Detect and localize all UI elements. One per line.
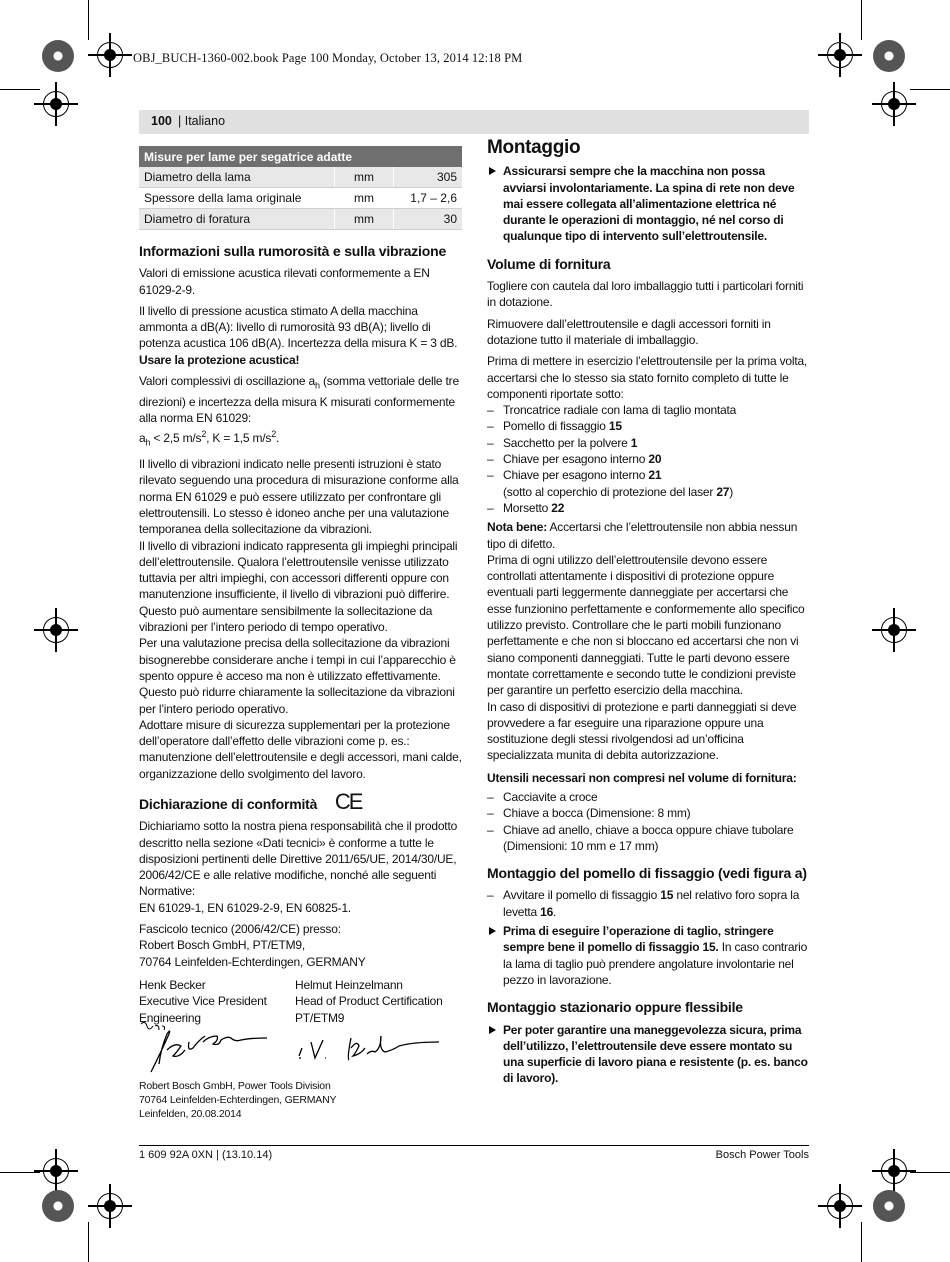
- list-item: [487, 887, 810, 920]
- company-line: Leinfelden, 20.08.2014: [139, 1108, 242, 1120]
- technical-file: Fascicolo tecnico (2006/42/CE) presso:: [139, 922, 341, 937]
- list-item: [487, 402, 810, 418]
- star-target-icon: [42, 1190, 74, 1222]
- address-line: Robert Bosch GmbH, PT/ETM9,: [139, 938, 305, 953]
- noise-heading: Informazioni sulla rumorosità e sulla vibrazione: [139, 243, 447, 259]
- conformity-paragraph: Dichiariamo sotto la nostra piena responsabilità che il prodotto descritto nella sezione «Dati tecnici» è conforme a tutte le disposizioni pertinenti delle Direttive 2011/65/UE, 2014/30/UE, 2006/42/CE e alle relative modifiche, nonché alle seguenti Normative:: [139, 819, 458, 899]
- row-label: Diametro di foratura: [139, 209, 335, 230]
- check-paragraph: Prima di ogni utilizzo dell’elettroutensile devono essere controllati attentamente i dispositivi di protezione oppure eventuali parti leggermente danneggiate per accertarsi che esse funzionino perfettamente e conformemente allo specifico utilizzo previsto. Controllare che le parti mobili funzionano perfettamente e che non si bloccano ed accertarsi che non vi siano componenti danneggiati. Tutte le parti devono essere montate correttamente e secondo tutte le condizioni previste per garantire un perfetto esercizio della macchina.: [487, 552, 805, 698]
- text-span: Valori complessivi di oscillazione a: [139, 374, 315, 389]
- registration-mark-icon: [97, 1193, 123, 1219]
- row-label: Spessore della lama originale: [139, 188, 335, 209]
- signature-image: [139, 1018, 449, 1078]
- conformity-heading: [139, 788, 462, 814]
- tools-list: [487, 789, 810, 854]
- registration-mark-icon: [43, 1158, 69, 1184]
- footer-right: Bosch Power Tools: [715, 1149, 809, 1161]
- conformity-title: Dichiarazione di conformità: [139, 795, 318, 812]
- volume-heading: Volume di fornitura: [487, 255, 611, 272]
- vibration-paragraph: Per una valutazione precisa della sollecitazione da vibrazioni bisognerebbe considerare anche i tempi in cui l’apparecchio è spento oppure è acceso ma non è utilizzato effettivamente. Questo può ridurre chiaramente la sollecitazione da vibrazioni per l’intero periodo operativo.: [139, 636, 456, 716]
- page-header-bar: [139, 110, 809, 134]
- knob-heading: Montaggio del pomello di fissaggio (vedi figura a): [487, 865, 807, 882]
- safety-warning: Assicurarsi sempre che la macchina non possa avviarsi involontariamente. La spina di rete non deve mai essere collegata all’alimentazione elettrica né durante le operazioni di montaggio, né nel corso di qualunque tipo di intervento sull’elettroutensile.: [487, 163, 810, 244]
- item-note: (sotto al coperchio di protezione del laser: [503, 484, 717, 499]
- list-item: – Cacciavite a croce: [487, 789, 810, 805]
- text-span: nel relativo foro sopra la levetta: [503, 888, 800, 919]
- nota-paragraph: [487, 519, 810, 552]
- row-unit: mm: [335, 209, 394, 230]
- item-text: Chiave per esagono interno: [503, 452, 649, 467]
- vibration-paragraph: Il livello di vibrazioni indicato nelle presenti istruzioni è stato rilevato seguendo una procedura di misurazione conforme alla norma EN 61029 e può essere utilizzato per confrontare gli elettroutensili. Lo stesso è idoneo anche per una valutazione temporanea della sollecitazione da vibrazioni.: [139, 457, 459, 537]
- vibration-paragraph: Il livello di vibrazioni indicato rappresenta gli impieghi principali dell’elettroutensile. Qualora l’elettroutensile venisse utilizzato tuttavia per altri impieghi, con accessori differenti oppure con manutenzione insufficiente, il livello di vibrazioni può differire. Questo può aumentare sensibilmente la sollecitazione da vibrazioni per l’intero periodo di tempo operativo.: [139, 538, 458, 635]
- star-target-icon: [873, 1190, 905, 1222]
- crop-mark: [861, 1222, 862, 1262]
- right-column: [487, 137, 810, 1092]
- superscript: 2: [271, 429, 277, 440]
- list-item: – Chiave ad anello, chiave a bocca oppure chiave tubolare (Dimensioni: 10 mm e 17 mm): [487, 822, 810, 855]
- list-item: – Chiave a bocca (Dimensione: 8 mm): [487, 805, 810, 821]
- ce-mark-icon: CE: [334, 788, 362, 814]
- item-text: Morsetto: [503, 500, 552, 515]
- registration-mark-icon: [97, 42, 123, 68]
- volume-paragraph: Rimuovere dall’elettroutensile e dagli accessori forniti in dotazione tutto il materiale di imballaggio.: [487, 316, 771, 347]
- registration-mark-icon: [881, 617, 907, 643]
- registration-mark-icon: [827, 1193, 853, 1219]
- registration-mark-icon: [827, 42, 853, 68]
- company-line: Robert Bosch GmbH, Power Tools Division: [139, 1080, 331, 1092]
- registration-mark-icon: [881, 91, 907, 117]
- station-warning: Per poter garantire una maneggevolezza sicura, prima dell’utilizzo, l’elettroutensile deve essere montato su una superficie di lavoro piana e resistente (p. es. banco di lavoro).: [487, 1022, 810, 1087]
- item-note: ): [729, 484, 734, 499]
- item-number: 16: [540, 904, 554, 919]
- item-number: 1: [630, 435, 638, 450]
- page-number: 100: [151, 114, 172, 128]
- address-line: 70764 Leinfelden-Echterdingen, GERMANY: [139, 954, 366, 969]
- book-header: OBJ_BUCH-1360-002.book Page 100 Monday, October 13, 2014 12:18 PM: [133, 51, 523, 65]
- item-number: 21: [648, 468, 662, 483]
- star-target-icon: [42, 40, 74, 72]
- conformity-norms: EN 61029-1, EN 61029-2-9, EN 60825-1.: [139, 900, 352, 915]
- item-number: 15: [660, 888, 674, 903]
- left-column: [139, 243, 462, 1027]
- station-heading: Montaggio stazionario oppure flessibile: [487, 999, 743, 1016]
- crop-mark: [88, 1222, 89, 1262]
- crop-mark: [910, 89, 950, 90]
- item-text: Troncatrice radiale con lama di taglio montata: [503, 403, 737, 418]
- row-label: Diametro della lama: [139, 167, 335, 188]
- text-span: < 2,5 m/s: [150, 431, 202, 446]
- blade-dimensions-table: [139, 146, 462, 230]
- registration-mark-icon: [43, 617, 69, 643]
- text-span: .: [553, 904, 557, 919]
- language-label: Italiano: [184, 114, 226, 128]
- tools-heading: Utensili necessari non compresi nel volume di fornitura:: [487, 770, 797, 785]
- page-language: | Italiano: [178, 114, 226, 128]
- noise-warning: Usare la protezione acustica!: [139, 352, 300, 367]
- knob-list: [487, 887, 810, 920]
- table-row: [139, 167, 462, 188]
- signer-name: Helmut Heinzelmann: [295, 977, 403, 992]
- text-span: (somma vettoriale delle tre direzioni) e incertezza della misura K misurati conformemente alla norma EN 61029:: [139, 374, 459, 426]
- list-item: [487, 451, 810, 467]
- footer-left: 1 609 92A 0XN | (13.10.14): [139, 1149, 273, 1161]
- company-block: [139, 1079, 336, 1121]
- star-target-icon: [873, 40, 905, 72]
- row-value: 1,7 – 2,6: [394, 188, 463, 209]
- item-text: Sacchetto per la polvere: [503, 435, 631, 450]
- nota-label: Nota bene:: [487, 520, 548, 535]
- row-unit: mm: [335, 167, 394, 188]
- delivery-list: [487, 402, 810, 516]
- item-text: Pomello di fissaggio: [503, 419, 609, 434]
- text-span: Avvitare il pomello di fissaggio: [503, 888, 661, 903]
- vibration-values: $a_h < 2,5$ $m/s^2$, K = 1,5 $m/s^2$.: [139, 429, 280, 448]
- superscript: 2: [201, 429, 207, 440]
- registration-mark-icon: [881, 1158, 907, 1184]
- list-item: [487, 435, 810, 451]
- item-text: Chiave per esagono interno: [503, 468, 649, 483]
- noise-paragraph: Valori di emissione acustica rilevati conformemente a EN 61029-2-9.: [139, 266, 430, 297]
- table-row: [139, 188, 462, 209]
- crop-mark: [0, 1172, 40, 1173]
- warning-text: In caso contrario la lama di taglio può prendere angolature involontarie nel pezzo in lavorazione.: [503, 940, 808, 987]
- subscript: h: [145, 437, 151, 448]
- list-item: [487, 418, 810, 434]
- signer-dept: Engineering: [139, 1010, 201, 1025]
- registration-mark-icon: [43, 91, 69, 117]
- item-number: 27: [716, 484, 730, 499]
- item-number: 15: [608, 419, 622, 434]
- row-unit: mm: [335, 188, 394, 209]
- crop-mark: [861, 0, 862, 40]
- subscript: h: [315, 380, 320, 391]
- text-span: , K = 1,5 m/s: [206, 431, 272, 446]
- company-line: 70764 Leinfelden-Echterdingen, GERMANY: [139, 1094, 337, 1106]
- item-number: 22: [551, 500, 565, 515]
- nota-text: Accertarsi che l’elettroutensile non abbia nessun tipo di difetto.: [487, 520, 798, 551]
- noise-paragraph: Il livello di pressione acustica stimato A della macchina ammonta a dB(A): livello di rumorosità 93 dB(A); livello di potenza acustica 106 dB(A). Incertezza della misura K = 3 dB.: [139, 303, 458, 351]
- text-span: a: [139, 431, 146, 446]
- vibration-paragraph: Adottare misure di sicurezza supplementari per la protezione dell’operatore dall’effetto delle vibrazioni come p. es.: manutenzione dell’elettroutensile e degli accessori, mani calde, organizzazione dello svolgimento del lavoro.: [139, 717, 462, 781]
- list-item: [487, 467, 810, 500]
- volume-paragraph: Togliere con cautela dal loro imballaggio tutti i particolari forniti in dotazione.: [487, 279, 804, 310]
- crop-mark: [88, 0, 89, 40]
- vibration-paragraph: [139, 373, 462, 426]
- crop-mark: [910, 1172, 950, 1173]
- signer-title: Executive Vice President: [139, 994, 267, 1009]
- signer-dept: PT/ETM9: [295, 1010, 345, 1025]
- montaggio-heading: Montaggio: [487, 137, 581, 158]
- crop-mark: [0, 89, 40, 90]
- signer-title: Head of Product Certification: [295, 994, 443, 1009]
- signer-name: Henk Becker: [139, 977, 206, 992]
- warning-bold: Prima di eseguire l’operazione di taglio, stringere sempre bene il pomello di fissaggio 15.: [503, 924, 774, 955]
- row-value: 30: [394, 209, 463, 230]
- volume-paragraph: Prima di mettere in esercizio l’elettroutensile per la prima volta, accertarsi che lo stesso sia stato fornito completo di tutte le componenti riportate sotto:: [487, 354, 808, 401]
- table-title: Misure per lame per segatrice adatte: [139, 146, 462, 167]
- row-value: 305: [394, 167, 463, 188]
- item-number: 20: [648, 452, 662, 467]
- footer-rule: [139, 1145, 809, 1146]
- repair-paragraph: In caso di dispositivi di protezione e parti danneggiati si deve provvedere a far eseguire una riparazione oppure una sostituzione degli stessi rivolgendosi ad un’officina specializzata munita di debita autorizzazione.: [487, 699, 797, 763]
- table-row: [139, 209, 462, 230]
- knob-warning: [487, 923, 810, 988]
- list-item: [487, 500, 810, 516]
